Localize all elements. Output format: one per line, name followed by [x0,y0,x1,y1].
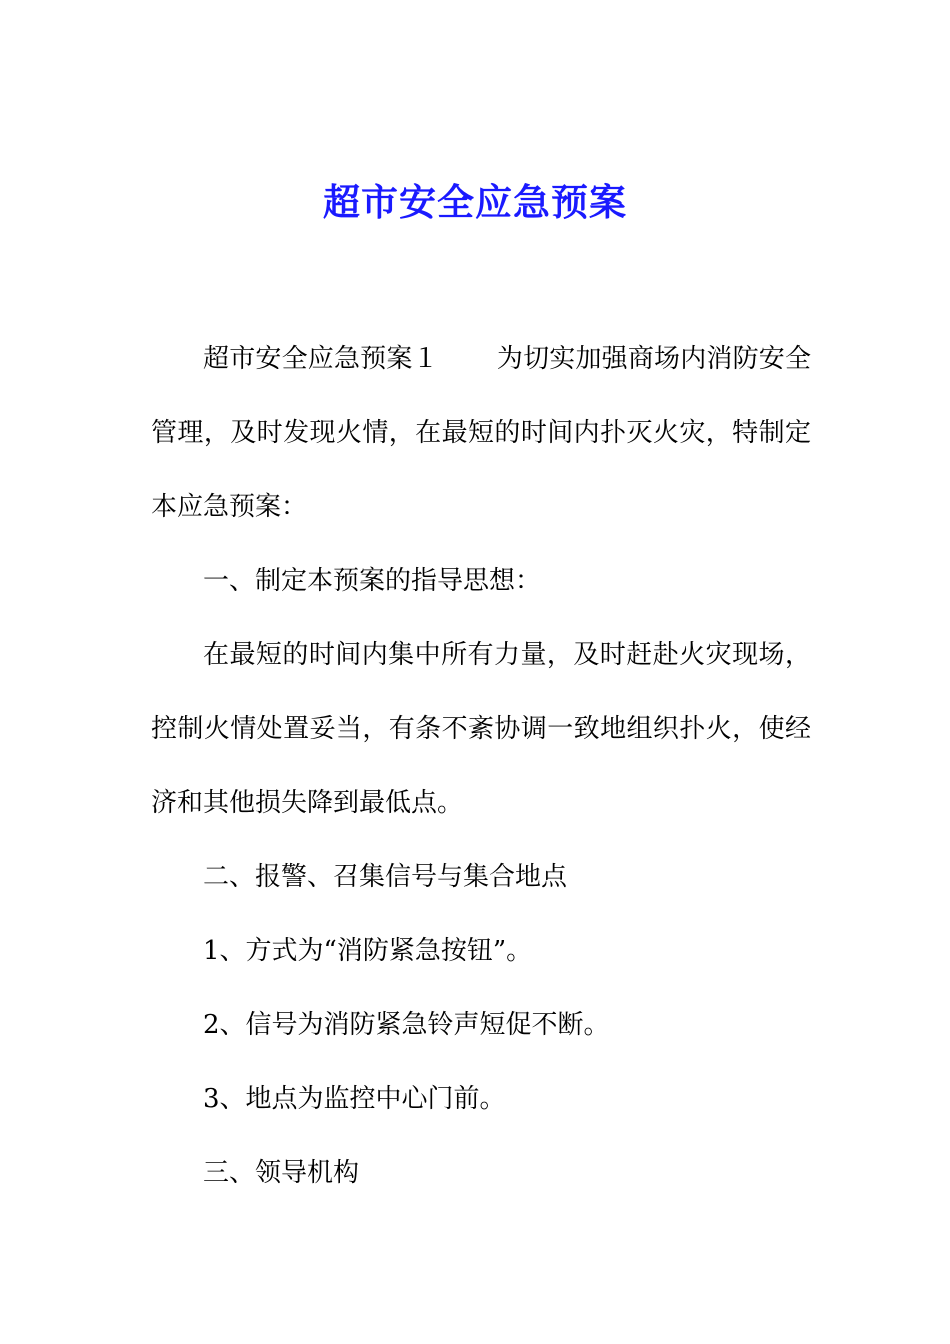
section-heading-1: 一、制定本预案的指导思想： [203,566,542,596]
intro-paragraph [151,322,811,544]
section-heading-2: 二、报警、召集信号与集合地点 [203,862,568,892]
document-title: 超市安全应急预案 [323,180,627,224]
list-item-location: 3、地点为监控中心门前。 [203,1084,506,1114]
guiding-thought-paragraph: 在最短的时间内集中所有力量，及时赶赴火灾现场，控制火情处置妥当，有条不紊协调一致地组织扑火，使经济和其他损失降到最低点。 [151,640,811,818]
intro-label: 超市安全应急预案１ [203,344,439,374]
section-heading-3: 三、领导机构 [203,1158,360,1188]
list-item-method: 1、方式为“消防紧急按钮”。 [203,936,533,966]
list-item-signal: 2、信号为消防紧急铃声短促不断。 [203,1010,610,1040]
document-body [151,322,811,1210]
intro-text: 为切实加强商场内消防安全管理，及时发现火情，在最短的时间内扑灭火灾，特制定本应急预案： [151,344,811,522]
